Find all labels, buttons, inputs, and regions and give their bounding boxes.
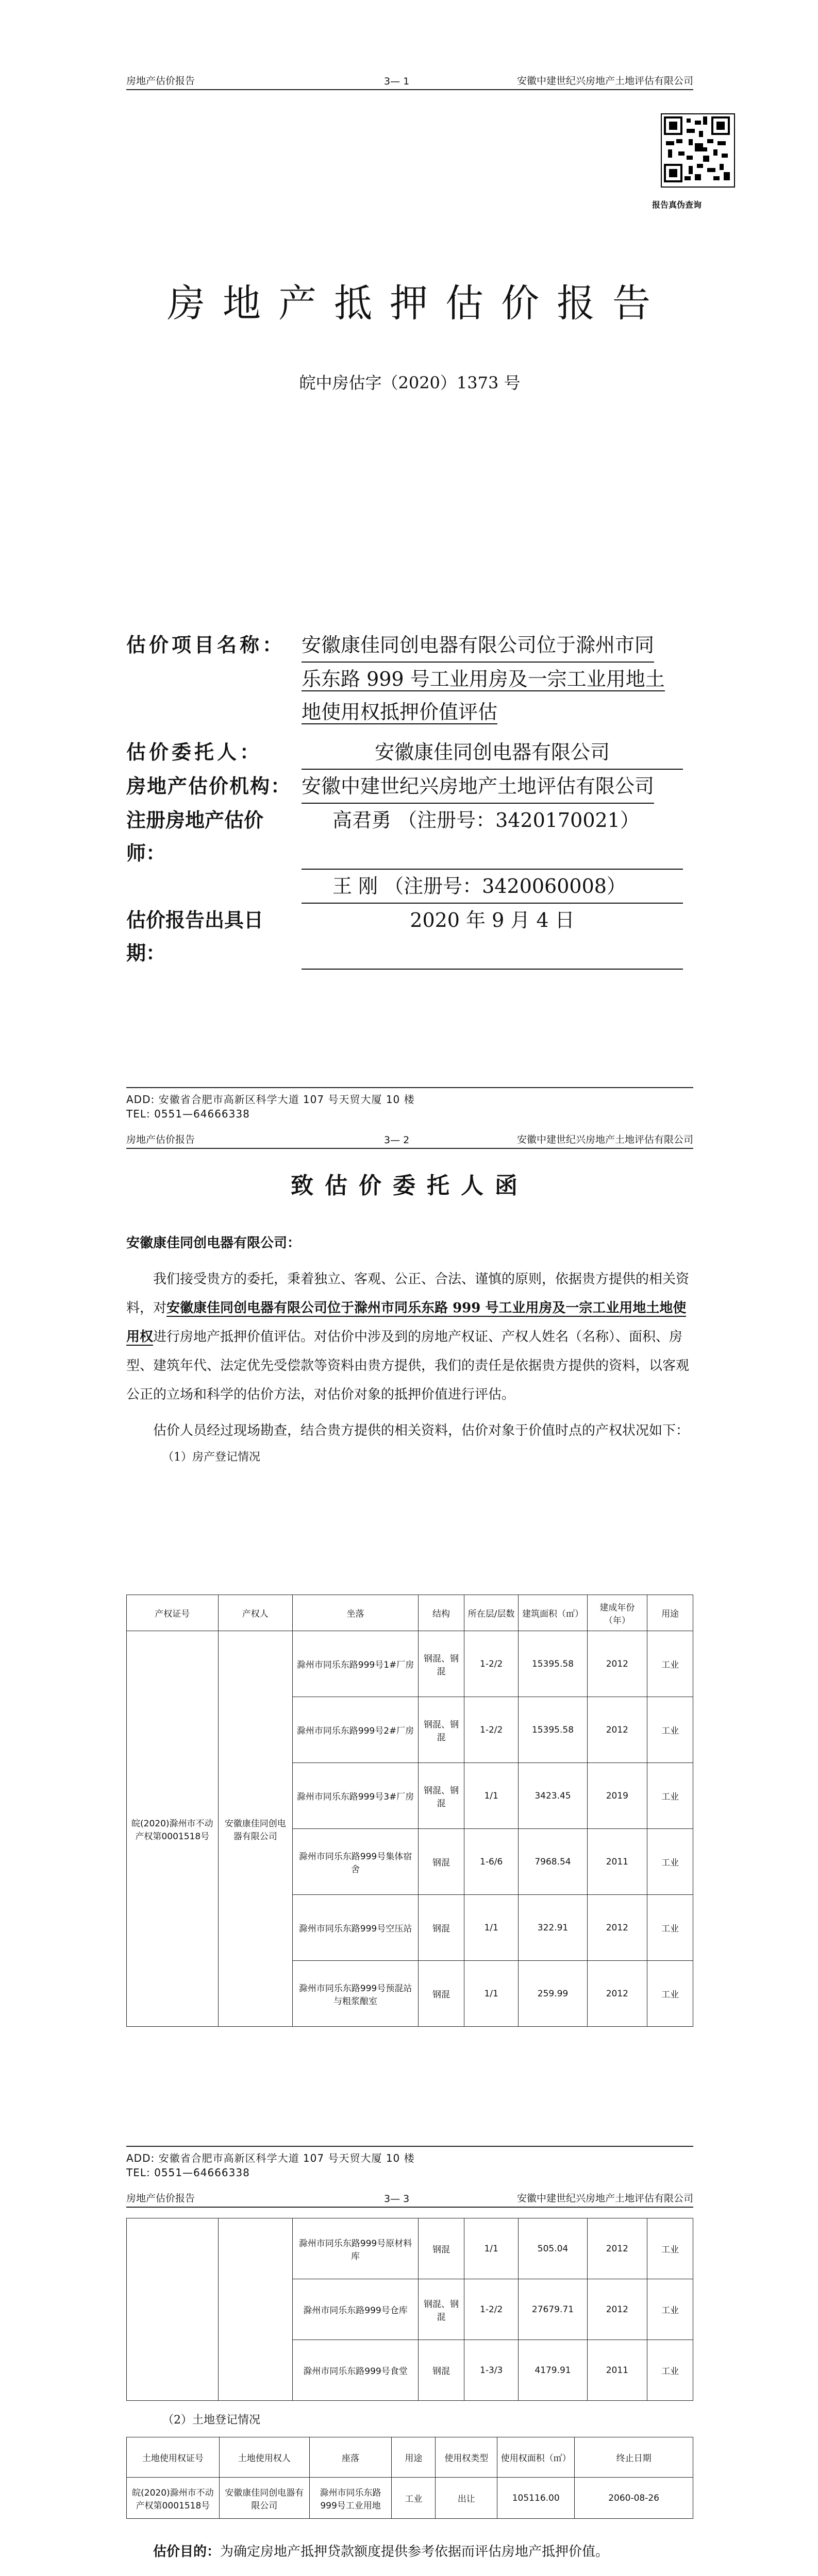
cell: 安徽康佳同创电器有限公司 [219,2478,309,2519]
col-land-end-date: 终止日期 [575,2437,693,2478]
footer-tel: TEL: 0551—64666338 [126,2166,250,2179]
page2-header [126,1133,693,1149]
cell: 1-2/2 [464,1631,518,1697]
cell: 1/1 [464,1961,518,2027]
cell: 工业 [647,2279,693,2340]
cell [218,2218,292,2401]
cell: 钢混 [419,2218,464,2279]
cell: 2011 [587,1829,647,1895]
cell: 2012 [587,1697,647,1763]
col-owner: 产权人 [218,1595,292,1631]
page1-footer [126,1087,693,1121]
header-right: 安徽中建世纪兴房地产土地评估有限公司 [516,1134,693,1145]
appraiser-1: 高君勇 （注册号：3420170021） [302,804,683,870]
table-header-row [127,2437,693,2478]
header-right: 安徽中建世纪兴房地产土地评估有限公司 [516,2193,693,2204]
cell: 滁州市同乐东路999号集体宿舍 [292,1829,418,1895]
agency-value: 安徽中建世纪兴房地产土地评估有限公司 [302,770,654,804]
cell: 钢混、钢混 [419,1631,464,1697]
col-location: 坐落 [292,1595,418,1631]
cell: 1/1 [464,2218,518,2279]
cell: 钢混 [419,1961,464,2027]
letter-paragraph-2: 估价人员经过现场勘查，结合贵方提供的相关资料，估价对象于价值时点的产权状况如下： [153,1423,690,1438]
table-row [127,2218,693,2279]
project-value-2: 乐东路 999 号工业用房及一宗工业用地土 [302,668,665,690]
para1-text: 我们接受贵方的委托，秉着独立、客观、公正、合法、谨慎的原则，依据贵方提供的相关资料，对 [126,1272,690,1316]
cell: 滁州市同乐东路999号原材料库 [292,2218,418,2279]
cell: 1-3/3 [464,2340,518,2401]
project-row [126,629,719,663]
cell: 2011 [587,2340,647,2401]
header-right: 安徽中建世纪兴房地产土地评估有限公司 [516,75,693,87]
cell: 1-2/2 [464,1697,518,1763]
cell: 工业 [392,2478,436,2519]
footer-address: ADD: 安徽省合肥市高新区科学大道 107 号天贸大厦 10 楼 [126,2152,415,2164]
project-value-1: 安徽康佳同创电器有限公司位于滁州市同 [302,629,654,663]
purpose-line [126,2537,693,2566]
cell: 滁州市同乐东路999号食堂 [292,2340,418,2401]
cell: 滁州市同乐东路999号2#厂房 [292,1697,418,1763]
page3-header [126,2192,693,2208]
col-use: 用途 [647,1595,693,1631]
para1-bold: 安徽康佳同创电器有限公司位于滁州市同乐东路 999 号工业用房及一宗工业用地土地使用权 [126,1300,687,1345]
col-structure: 结构 [419,1595,464,1631]
header-left: 房地产估价报告 [126,75,195,87]
table1-caption: （1）房产登记情况 [162,1451,260,1464]
cell: 3423.45 [519,1763,587,1829]
qr-code-icon [661,113,735,188]
para1-rest: 进行房地产抵押价值评估。对估价中涉及到的房地产权证、产权人姓名（名称）、面积、房型、建筑年代、法定优先受偿款等资料由贵方提供，我们的责任是依据贵方提供的资料，以客观公正的立场和科学的估价方法，对估价对象的抵押价值进行评估。 [126,1329,690,1402]
cell: 钢混、钢混 [419,2279,464,2340]
cell: 工业 [647,2218,693,2279]
cell: 2012 [587,2279,647,2340]
table-row [127,1631,693,1697]
cell: 工业 [647,2340,693,2401]
table-header-row [127,1595,693,1631]
letter-body [126,1229,693,1468]
cert-number: 皖(2020)滁州市不动产权第0001518号 [127,1631,219,2027]
col-land-holder: 土地使用权人 [219,2437,309,2478]
date-value: 2020 年 9 月 4 日 [302,904,683,970]
cell: 出让 [436,2478,497,2519]
client-label: 估价委托人： [126,740,263,764]
cell: 2012 [587,2218,647,2279]
col-floor: 所在层/层数 [464,1595,518,1631]
cell: 滁州市同乐东路999号工业用地 [309,2478,392,2519]
header-page: 3— 3 [384,2193,410,2205]
cell: 2012 [587,1895,647,1961]
project-value-3: 地使用权抵押价值评估 [302,701,498,723]
land-table [126,2437,693,2519]
cell: 27679.71 [519,2279,587,2340]
cell: 322.91 [519,1895,587,1961]
cell: 1/1 [464,1895,518,1961]
cell: 工业 [647,1763,693,1829]
cell: 7968.54 [519,1829,587,1895]
cell: 105116.00 [497,2478,575,2519]
property-table-1-continued [126,2218,693,2401]
table2-caption: （2）土地登记情况 [162,2414,260,2427]
table-row [127,2478,693,2519]
cell: 钢混 [419,1829,464,1895]
cell: 滁州市同乐东路999号空压站 [292,1895,418,1961]
page1-header [126,75,693,90]
owner-name: 安徽康佳同创电器有限公司 [218,1631,292,2027]
appraiser-row-2 [126,870,719,904]
col-area: 建筑面积（㎡） [519,1595,587,1631]
document-number: 皖中房估字（2020）1373 号 [299,373,521,393]
appraiser-2: 王 刚 （注册号：3420060008） [302,870,683,904]
cell: 15395.58 [519,1697,587,1763]
qr-caption: 报告真伪查询 [652,200,702,210]
project-label: 估价项目名称： [126,633,286,656]
agency-row [126,770,719,804]
page2-footer [126,2146,693,2180]
purpose-label: 估价目的： [153,2544,221,2560]
col-year: 建成年份（年） [587,1595,647,1631]
cell: 钢混、钢混 [419,1763,464,1829]
addressee: 安徽康佳同创电器有限公司： [126,1235,301,1251]
cell: 4179.91 [519,2340,587,2401]
cell: 2060-08-26 [575,2478,693,2519]
cover-fields [126,629,719,970]
cell: 2019 [587,1763,647,1829]
letter-paragraph-1 [126,1265,693,1409]
col-land-location: 座落 [309,2437,392,2478]
cell: 钢混 [419,1895,464,1961]
cell: 工业 [647,1631,693,1697]
col-cert: 产权证号 [127,1595,219,1631]
header-left: 房地产估价报告 [126,2193,195,2204]
client-value: 安徽康佳同创电器有限公司 [302,736,683,770]
col-land-cert: 土地使用权证号 [127,2437,220,2478]
header-left: 房地产估价报告 [126,1134,195,1145]
agency-label: 房地产估价机构： [126,774,292,798]
date-row [126,904,719,970]
header-page: 3— 1 [384,76,410,87]
cell: 钢混、钢混 [419,1697,464,1763]
project-row-3 [126,696,719,728]
project-row-2 [126,663,719,696]
cell: 工业 [647,1697,693,1763]
purpose-text: 为确定房地产抵押贷款额度提供参考依据而评估房地产抵押价值。 [220,2544,609,2560]
cell: 2012 [587,1961,647,2027]
footer-tel: TEL: 0551—64666338 [126,1108,250,1120]
report-title: 房地产抵押估价报告 [167,281,668,326]
summary-section [126,2537,693,2576]
client-row [126,736,719,770]
cell: 1/1 [464,1763,518,1829]
property-table-1 [126,1595,693,2027]
cell: 1-6/6 [464,1829,518,1895]
cell: 工业 [647,1895,693,1961]
letter-title: 致估价委托人函 [291,1173,529,1199]
cell: 2012 [587,1631,647,1697]
cell: 滁州市同乐东路999号仓库 [292,2279,418,2340]
col-land-right-type: 使用权类型 [436,2437,497,2478]
appraiser-row [126,804,719,870]
cell: 滁州市同乐东路999号预混站与粗浆酿室 [292,1961,418,2027]
cell: 工业 [647,1829,693,1895]
appraiser-label: 注册房地产估价师： [126,808,264,865]
cell: 15395.58 [519,1631,587,1697]
cell: 钢混 [419,2340,464,2401]
footer-address: ADD: 安徽省合肥市高新区科学大道 107 号天贸大厦 10 楼 [126,1093,415,1106]
cell: 滁州市同乐东路999号1#厂房 [292,1631,418,1697]
cell: 259.99 [519,1961,587,2027]
cell: 工业 [647,1961,693,2027]
col-land-use: 用途 [392,2437,436,2478]
col-land-area: 使用权面积（㎡） [497,2437,575,2478]
cell: 1-2/2 [464,2279,518,2340]
cell: 505.04 [519,2218,587,2279]
header-page: 3— 2 [384,1134,410,1146]
cell [127,2218,219,2401]
cell: 滁州市同乐东路999号3#厂房 [292,1763,418,1829]
cell: 皖(2020)滁州市不动产权第0001518号 [127,2478,220,2519]
date-label: 估价报告出具日期： [126,908,264,964]
